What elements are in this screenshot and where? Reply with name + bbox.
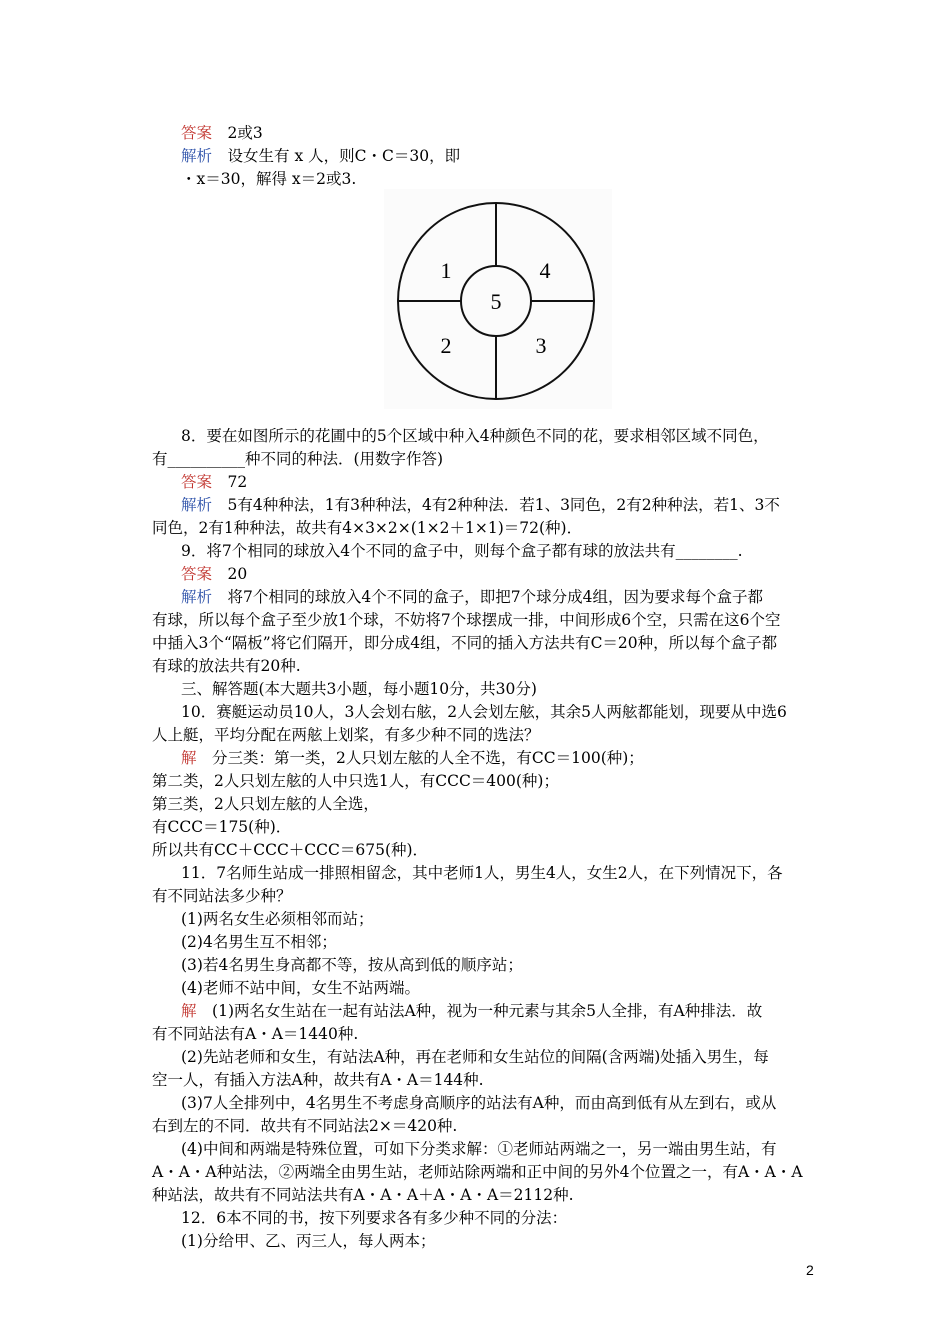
q10-line-1: 10．赛艇运动员10人，3人会划右舷，2人会划左舷，其余5人两舷都能划，现要从中选6: [181, 703, 787, 721]
q11-item-4: (4)老师不站中间，女生不站两端。: [181, 979, 420, 997]
q11-solution-3-line-1: (3)7人全排列中，4名男生不考虑身高顺序的站法有A种，而由高到低有从左到右，或从: [181, 1094, 777, 1112]
q11-solution-3-line-2: 右到左的不同．故共有不同站法2×＝420种.: [152, 1117, 458, 1135]
q10-solution-line-5: 所以共有CC＋CCC＋CCC＝675(种)．: [152, 841, 429, 859]
region-label-4: 4: [539, 258, 551, 283]
solution-label: 解: [181, 1002, 197, 1020]
q11-item-2: (2)4名男生互不相邻；: [181, 933, 337, 951]
analysis-label: 解析: [181, 496, 213, 514]
flower-bed-diagram: [384, 189, 612, 409]
flower-bed-figure: [384, 189, 612, 409]
q9-analysis-line-3: 中插入3个“隔板”将它们隔开，即分成4组，不同的插入方法共有C＝20种，所以每个盒子都: [152, 634, 778, 652]
q11-solution-1-line-2: 有不同站法有A・A＝1440种.: [152, 1025, 359, 1043]
region-label-5: 5: [490, 289, 502, 314]
analysis-label: 解析: [181, 147, 213, 165]
q8-line-2: 有__________种不同的种法．(用数字作答): [152, 450, 444, 468]
region-label-1: 1: [440, 258, 452, 283]
q10-solution-line-3: 第三类，2人只划左舷的人全选，: [152, 795, 379, 813]
analysis-text: 设女生有 x 人，则C・C＝30，即: [227, 147, 461, 165]
region-label-3: 3: [535, 333, 547, 358]
q12-line-1: 12．6本不同的书，按下列要求各有多少种不同的分法：: [181, 1209, 568, 1227]
answer-line: [181, 122, 263, 144]
q9-answer-line: [181, 563, 247, 585]
q12-item-1: (1)分给甲、乙、丙三人，每人两本；: [181, 1232, 436, 1250]
q11-item-3: (3)若4名男生身高都不等，按从高到低的顺序站；: [181, 956, 523, 974]
q10-solution-line-1: [181, 747, 644, 769]
answer-value: 2或3: [227, 124, 263, 142]
q10-solution-line-4: 有CCC＝175(种)．: [152, 818, 292, 836]
q9-analysis-line-2: 有球，所以每个盒子至少放1个球，不妨将7个球摆成一排，中间形成6个空，只需在这6个空: [152, 611, 781, 629]
answer-label: 答案: [181, 565, 213, 583]
q11-solution-4-line-2: A・A・A种站法，②两端全由男生站，老师站除两端和正中间的另外4个位置之一，有A・A・A: [152, 1163, 803, 1181]
q11-solution-1-line-1: [181, 1000, 762, 1022]
q11-solution-2-line-2: 空一人，有插入方法A种，故共有A・A＝144种.: [152, 1071, 484, 1089]
q11-line-1: 11．7名师生站成一排照相留念，其中老师1人，男生4人，女生2人，在下列情况下，各: [181, 864, 783, 882]
q9-answer-value: 20: [227, 565, 248, 583]
q11-solution-2-line-1: (2)先站老师和女生，有站法A种，再在老师和女生站位的间隔(含两端)处插入男生，每: [181, 1048, 769, 1066]
section-heading: 三、解答题(本大题共3小题，每小题10分，共30分): [181, 680, 537, 698]
q9-analysis-text-1: 将7个相同的球放入4个不同的盒子，即把7个球分成4组，因为要求每个盒子都: [227, 588, 763, 606]
q8-analysis-line-1: [181, 494, 780, 516]
q9-analysis-line-1: [181, 586, 763, 608]
q8-line-1: 8．要在如图所示的花圃中的5个区域中种入4种颜色不同的花，要求相邻区域不同色，: [181, 427, 769, 445]
q9-analysis-line-4: 有球的放法共有20种.: [152, 657, 301, 675]
q8-analysis-line-2: 同色，2有1种种法，故共有4×3×2×(1×2＋1×1)＝72(种)．: [152, 519, 583, 537]
region-label-2: 2: [440, 333, 452, 358]
q11-item-1: (1)两名女生必须相邻而站；: [181, 910, 374, 928]
q8-answer-line: [181, 471, 247, 493]
q8-analysis-text-1: 5有4种种法，1有3种种法，4有2种种法．若1、3同色，2有2种种法，若1、3不: [227, 496, 780, 514]
solution-label: 解: [181, 749, 197, 767]
analysis-label: 解析: [181, 588, 213, 606]
answer-label: 答案: [181, 124, 213, 142]
analysis-continuation: ・x＝30，解得 x＝2或3.: [181, 170, 357, 188]
page-number: 2: [806, 1262, 814, 1278]
q11-solution-1-text: (1)两名女生站在一起有站法A种，视为一种元素与其余5人全排，有A种排法．故: [212, 1002, 763, 1020]
q8-answer-value: 72: [227, 473, 248, 491]
q11-solution-4-line-3: 种站法，故共有不同站法共有A・A・A＋A・A・A＝2112种.: [152, 1186, 574, 1204]
q10-line-2: 人上艇，平均分配在两舷上划桨，有多少种不同的选法？: [152, 726, 540, 744]
q11-line-2: 有不同站法多少种？: [152, 887, 292, 905]
q10-solution-text-1: 分三类：第一类，2人只划左舷的人全不选，有CC＝100(种)；: [212, 749, 644, 767]
q9-line-1: 9．将7个相同的球放入4个不同的盒子中，则每个盒子都有球的放法共有________.: [181, 542, 743, 560]
answer-label: 答案: [181, 473, 213, 491]
analysis-line: [181, 145, 460, 167]
q11-solution-4-line-1: (4)中间和两端是特殊位置，可如下分类求解：①老师站两端之一，另一端由男生站，有: [181, 1140, 777, 1158]
q10-solution-line-2: 第二类，2人只划左舷的人中只选1人，有CCC＝400(种)；: [152, 772, 559, 790]
